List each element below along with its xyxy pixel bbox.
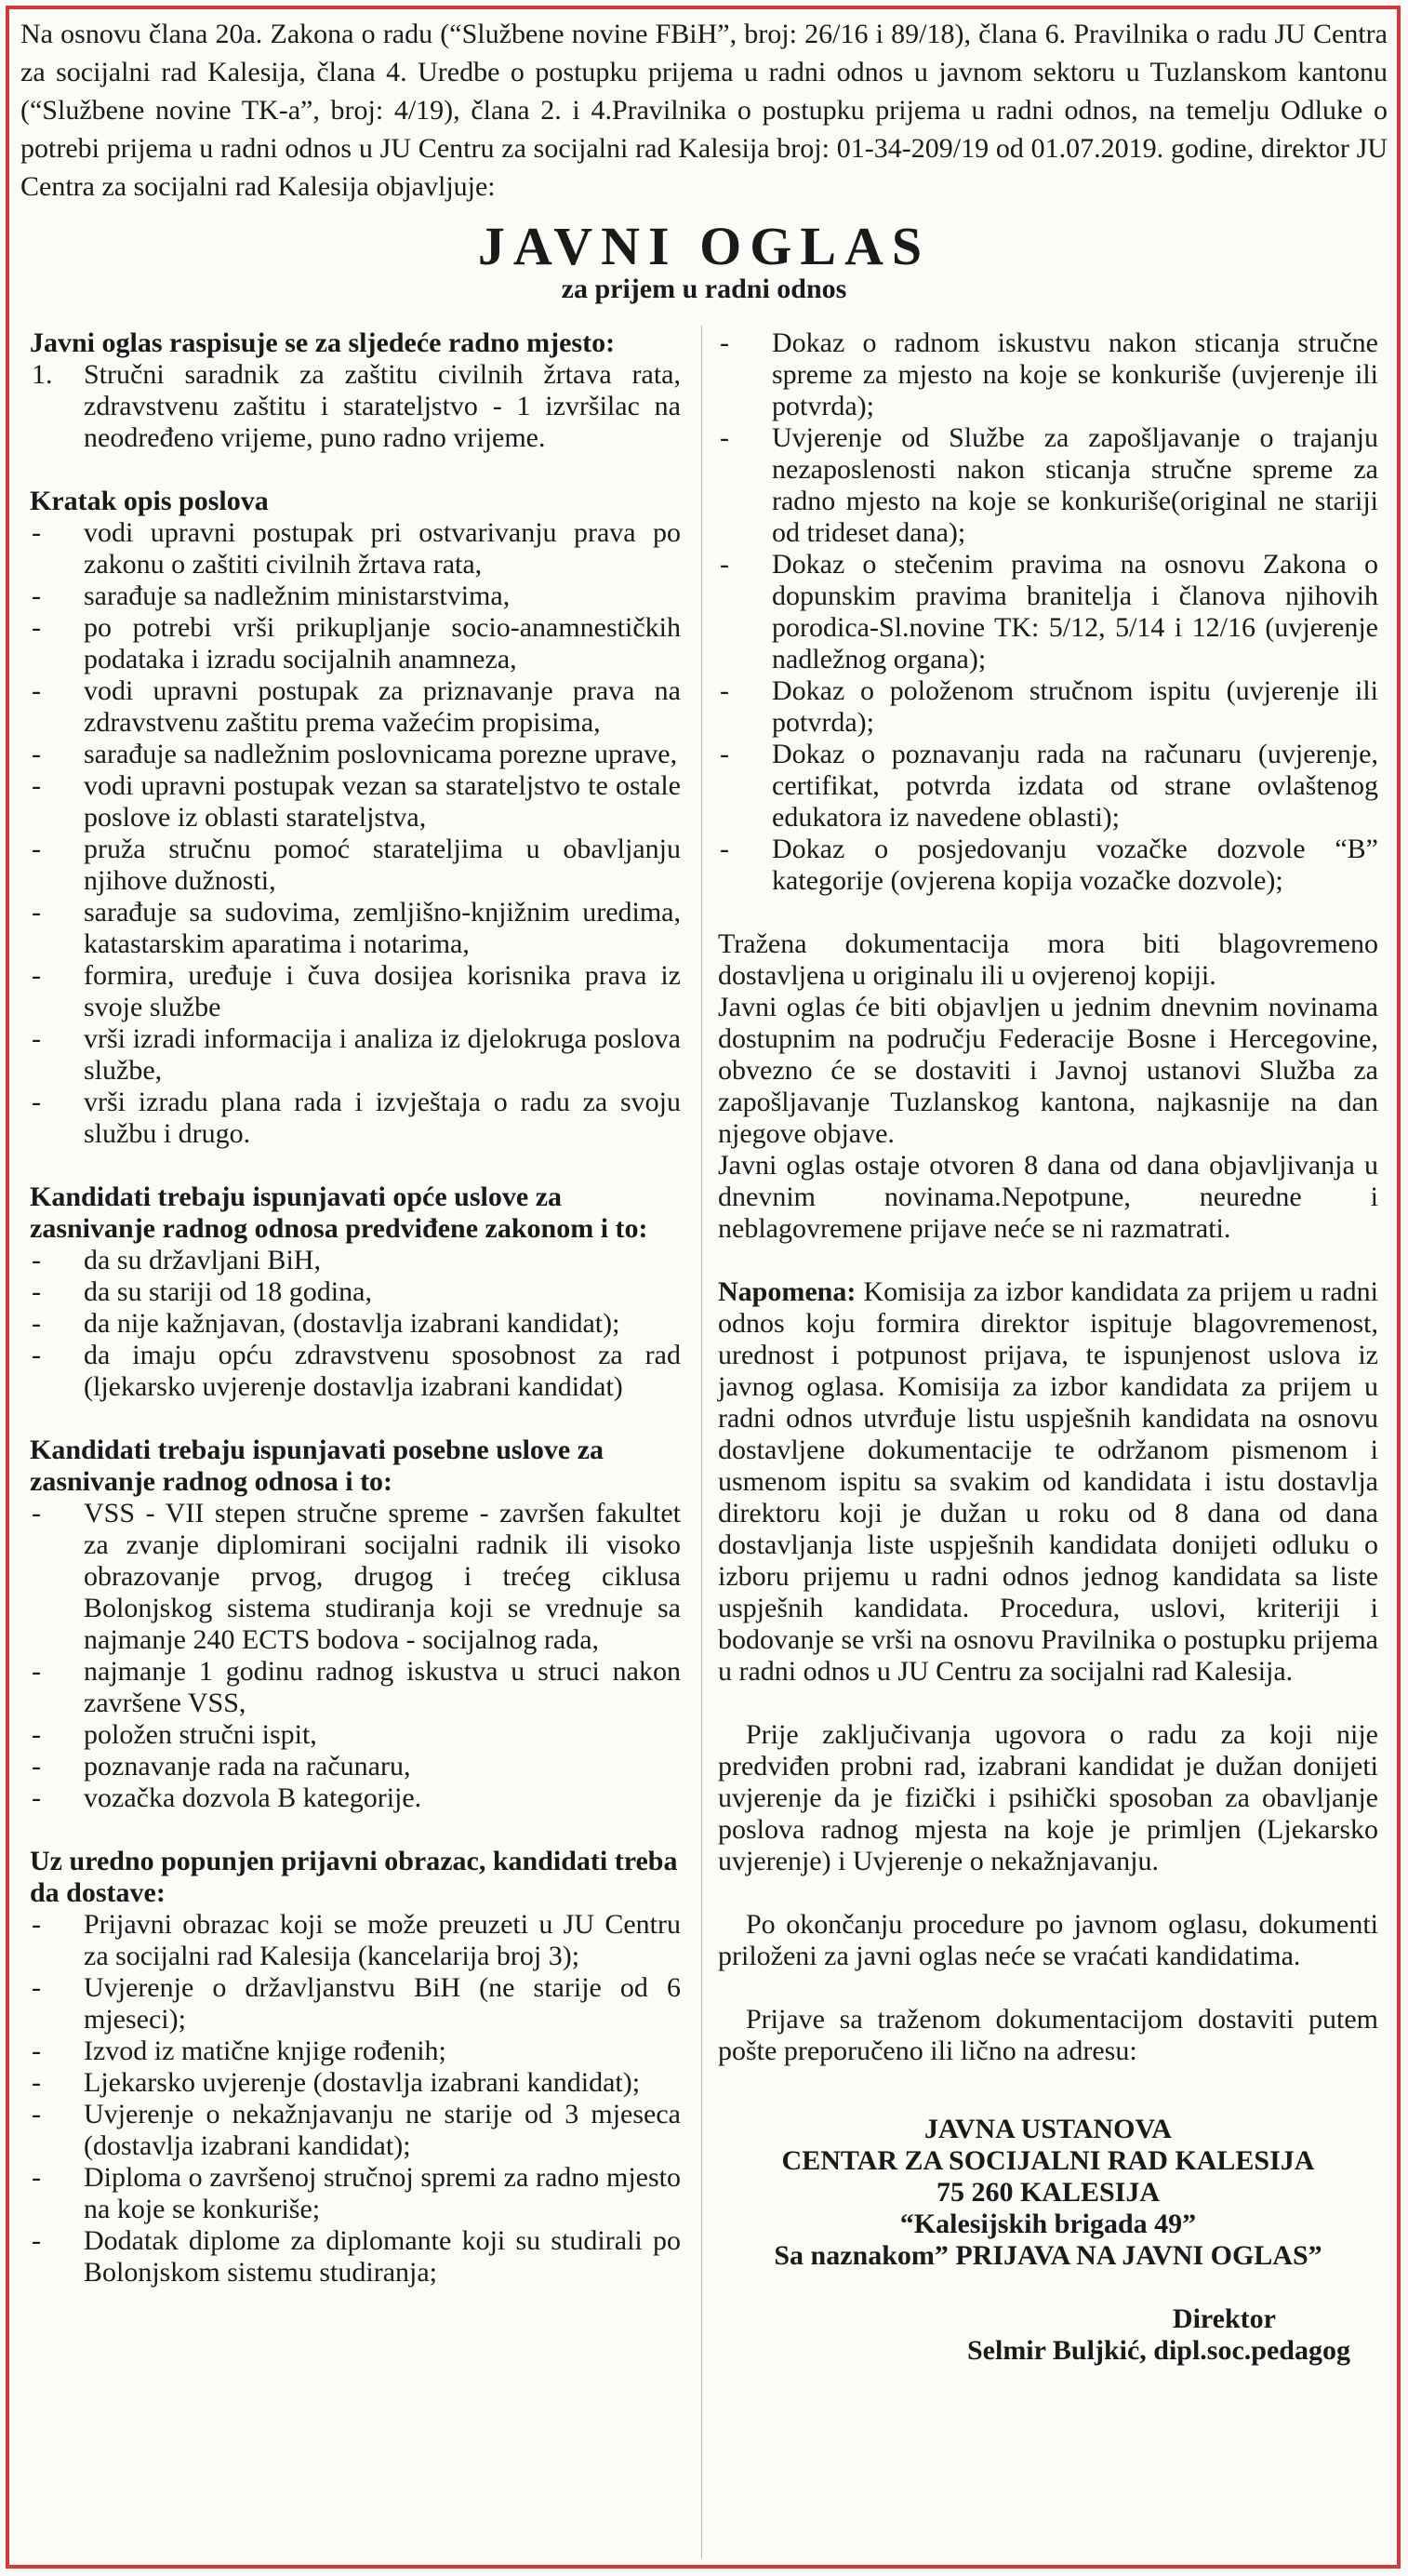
intro-paragraph: Na osnovu člana 20a. Zakona o radu (“Službene novine FBiH”, broj: 26/16 i 89/18), člana 6. Pravilnika o radu JU Centra za socijalni rad Kalesija, člana 4. Uredbe o postupku prijema u radni odnos u javnom sektoru u Tuzlanskom kantonu (“Službene novine TK-a”, broj: 4/19), člana 2. i 4.Pravilnika o postupku prijema u radni odnos, na temelju Odluke o potrebi prijema u radni odnos u JU Centru za socijalni rad Kalesija broj: 01-34-209/19 od 01.07.2019. godine, direktor JU Centra za socijalni rad Kalesija objavljuje: <box>20 19 1388 202</box>
list-item: - sarađuje sa nadležnim ministarstvima, <box>30 581 681 612</box>
general-conditions-heading: Kandidati trebaju ispunjavati opće uslove za zasnivanje radnog odnosa predviđene zakonom i to: <box>30 1181 648 1244</box>
signer-title: Direktor <box>1172 2303 1276 2334</box>
list-item: - poznavanje rada na računaru, <box>30 1751 681 1782</box>
list-item: - sarađuje sa nadležnim poslovnicama porezne uprave, <box>30 739 681 770</box>
documents-return-paragraph: Po okončanju procedure po javnom oglasu, dokumenti priloženi za javni oglas neće se vraćati kandidatima. <box>718 1909 1378 1971</box>
list-item: - Uvjerenje o nekažnjavanju ne starije od 3 mjeseca (dostavlja izabrani kandidat); <box>30 2099 681 2162</box>
deadline-paragraph: Javni oglas ostaje otvoren 8 dana od dana objavljivanja u dnevnim novinama.Nepotpune, neuredne i neblagovremene prijave neće se ni razmatrati. <box>718 1150 1378 1244</box>
submission-paragraph: Prijave sa traženom dokumentacijom dostaviti putem pošte preporučeno ili lično na adresu: <box>718 2004 1378 2066</box>
list-item: - Dokaz o stečenim pravima na osnovu Zakona o dopunskim pravima branitelja i članova njihovih porodica-Sl.novine TK: 5/12, 5/14 i 12/16 (uvjerenje nadležnog organa); <box>718 549 1378 675</box>
list-item: - Dokaz o položenom stručnom ispitu (uvjerenje ili potvrda); <box>718 675 1378 739</box>
list-item: - Izvod iz matične knjige rođenih; <box>30 2035 681 2067</box>
left-column <box>30 327 681 2289</box>
list-item: - položen stručni ispit, <box>30 1719 681 1751</box>
list-item: - Dodatak diplome za diplomante koji su studirali po Bolonjskom sistemu studiranja; <box>30 2225 681 2289</box>
list-item: - da su državljani BiH, <box>30 1245 681 1276</box>
list-item: - vodi upravni postupak za priznavanje prava na zdravstvenu zaštitu prema važećim propisima, <box>30 675 681 739</box>
address-block <box>718 2114 1378 2272</box>
special-conditions-heading: Kandidati trebaju ispunjavati posebne uslove za zasnivanje radnog odnosa i to: <box>30 1435 604 1497</box>
contract-paragraph: Prije zaključivanja ugovora o radu za koji nije predviđen probni rad, izabrani kandidat je dužan donijeti uvjerenje da je fizički i psihički sposoban za obavljanje poslova radnog mjesta na koje je primljen (Ljekarsko uvjerenje) i Uvjerenje o nekažnjavanju. <box>718 1719 1378 1876</box>
list-item: - Dokaz o posjedovanju vozačke dozvole “B” kategorije (ovjerena kopija vozačke dozvole); <box>718 834 1378 897</box>
list-item: - Uvjerenje od Službe za zapošljavanje o trajanju nezaposlenosti nakon sticanja stručne spreme za radno mjesto na koje se konkuriše(original ne stariji od trideset dana); <box>718 422 1378 549</box>
page-title: JAVNI OGLAS <box>477 216 931 276</box>
page-subtitle: za prijem u radni odnos <box>561 274 847 304</box>
list-item: - da su stariji od 18 godina, <box>30 1276 681 1308</box>
list-item: - da nije kažnjavan, (dostavlja izabrani kandidat); <box>30 1308 681 1340</box>
list-item: - Dokaz o poznavanju rada na računaru (uvjerenje, certifikat, potvrda izdata od strane ovlaštenog edukatora iz navedene oblasti); <box>718 739 1378 834</box>
list-item: - da imaju opću zdravstvenu sposobnost za rad (ljekarsko uvjerenje dostavlja izabrani kandidat) <box>30 1340 681 1403</box>
documents-list <box>30 1909 681 2289</box>
note-paragraph <box>718 1276 1378 1688</box>
duties-heading: Kratak opis poslova <box>30 486 269 516</box>
address-line: “Kalesijskih brigada 49” <box>899 2209 1197 2239</box>
list-item: 1. Stručni saradnik za zaštitu civilnih žrtava rata, zdravstvenu zaštitu i starateljstvo - 1 izvršilac na neodređeno vrijeme, puno radno vrijeme. <box>32 359 681 453</box>
note-label: Napomena: <box>718 1276 857 1307</box>
position-heading: Javni oglas raspisuje se za sljedeće radno mjesto: <box>30 327 616 358</box>
list-item: - vrši izradi informacija i analiza iz djelokruga poslova službe, <box>30 1023 681 1087</box>
list-item: - vozačka dozvola B kategorije. <box>30 1782 681 1814</box>
list-item: - VSS - VII stepen stručne spreme - završen fakultet za zvanje diplomirani socijalni radnik ili visoko obrazovanje prvog, drugog i trećeg ciklusa Bolonjskog sistema studiranja koji se vrednuje sa najmanje 240 ECTS bodova - socijalnog rada, <box>30 1498 681 1656</box>
list-item: - Uvjerenje o državljanstvu BiH (ne starije od 6 mjeseci); <box>30 1972 681 2035</box>
position-list <box>30 359 681 454</box>
signer-name: Selmir Buljkić, dipl.soc.pedagog <box>966 2335 1350 2366</box>
column-divider <box>701 326 702 2558</box>
special-conditions-list <box>30 1498 681 1814</box>
list-item: - Dokaz o radnom iskustvu nakon sticanja stručne spreme za mjesto na koje se konkuriše (uvjerenje ili potvrda); <box>718 327 1378 422</box>
general-conditions-list <box>30 1245 681 1403</box>
documents-list-continued <box>718 327 1378 897</box>
list-item: - sarađuje sa sudovima, zemljišno-knjižnim uredima, katastarskim aparatima i notarima, <box>30 897 681 960</box>
list-item: - pruža stručnu pomoć starateljima u obavljanju njihove dužnosti, <box>30 834 681 897</box>
list-item: - Diploma o završenoj stručnoj spremi za radno mjesto na koje se konkuriše; <box>30 2162 681 2225</box>
publication-paragraph: Javni oglas će biti objavljen u jednim dnevnim novinama dostupnim na području Federacije Bosne i Hercegovine, obvezno će se dostaviti i Javnoj ustanovi Služba za zapošljavanje Tuzlanskog kantona, najkasnije na dan njegove objave. <box>718 992 1378 1149</box>
documentation-paragraph: Tražena dokumentacija mora biti blagovremeno dostavljena u originalu ili u ovjerenoj kopiji. <box>718 928 1378 991</box>
list-item: - formira, uređuje i čuva dosijea korisnika prava iz svoje službe <box>30 960 681 1023</box>
right-column <box>718 327 1378 2367</box>
list-item: - vodi upravni postupak vezan sa starateljstvo te ostale poslove iz oblasti starateljstva, <box>30 770 681 834</box>
address-line: JAVNA USTANOVA <box>924 2114 1172 2144</box>
signature-block <box>718 2303 1378 2367</box>
duties-list <box>30 517 681 1150</box>
note-text: Komisija za izbor kandidata za prijem u radni odnos koju formira direktor ispituje blagovremenost, urednost i potpunost prijava, te ispunjenost uslova iz javnog oglasa. Komisija za izbor kandidata za prijem u radni odnos utvrđuje listu uspješnih kandidata na osnovu dostavljene dokumentacije te održanom pismenom i usmenom ispitu sa svakim od kandidata i istu dostavlja direktoru koji je dužan u roku od 8 dana od dana dostavljanja liste uspješnih kandidata donijeti odluku o izboru prijemu u radni odnos jednog kandidata sa liste uspješnih kandidata. Procedura, uslovi, kriteriji i bodovanje se vrši na osnovu Pravilnika o postupku prijema u radni odnos u JU Centru za socijalni rad Kalesija. <box>718 1276 1379 1687</box>
list-item: - Ljekarsko uvjerenje (dostavlja izabrani kandidat); <box>30 2067 681 2099</box>
list-item: - vrši izradu plana rada i izvještaja o radu za svoju službu i drugo. <box>30 1087 681 1150</box>
list-item: - Prijavni obrazac koji se može preuzeti u JU Centru za socijalni rad Kalesija (kancelarija broj 3); <box>30 1909 681 1972</box>
address-line: 75 260 KALESIJA <box>936 2177 1161 2208</box>
list-item: - najmanje 1 godinu radnog iskustva u struci nakon završene VSS, <box>30 1656 681 1719</box>
list-item: - po potrebi vrši prikupljanje socio-anamnestičkih podataka i izradu socijalnih anamneza, <box>30 612 681 675</box>
list-item: - vodi upravni postupak pri ostvarivanju prava po zakonu o zaštiti civilnih žrtava rata, <box>30 517 681 581</box>
address-line: CENTAR ZA SOCIJALNI RAD KALESIJA <box>781 2145 1315 2176</box>
documents-heading: Uz uredno popunjen prijavni obrazac, kandidati treba da dostave: <box>30 1846 678 1908</box>
address-line: Sa naznakom” PRIJAVA NA JAVNI OGLAS” <box>774 2240 1322 2271</box>
